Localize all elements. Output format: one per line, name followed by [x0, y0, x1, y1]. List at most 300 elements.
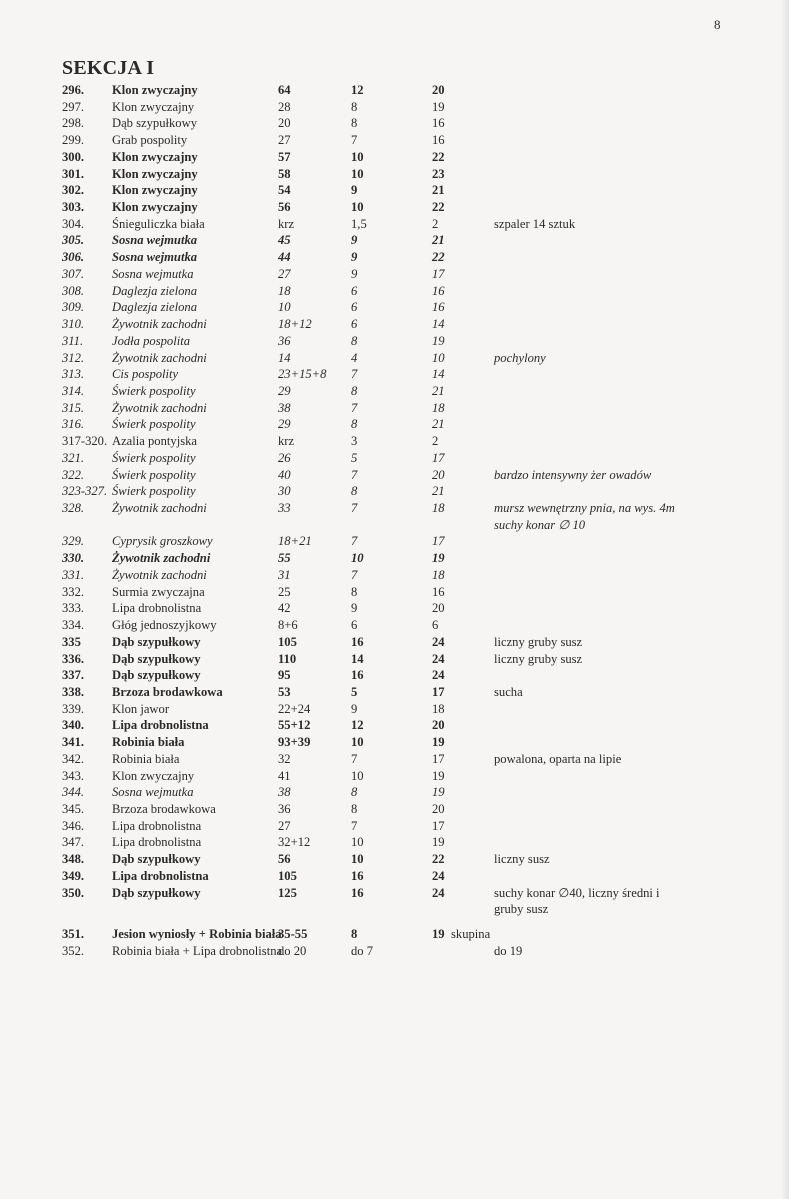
tree-height: 18 — [432, 701, 445, 716]
table-row — [0, 283, 789, 300]
trunk-girth: 14 — [278, 350, 291, 365]
species-name: Dąb szypułkowy — [112, 668, 201, 683]
species-name: Sosna wejmutka — [112, 785, 194, 800]
trunk-girth: 8+6 — [278, 618, 298, 633]
tree-height: 17 — [432, 684, 445, 699]
table-row — [0, 634, 789, 651]
species-name: Sosna wejmutka — [112, 250, 198, 265]
tree-height: 19 — [432, 333, 445, 348]
row-number: 347. — [62, 835, 85, 850]
remarks-line: do 19 — [494, 943, 523, 958]
tree-height: 19 — [432, 735, 445, 750]
species-name: Świerk pospolity — [112, 450, 196, 465]
trunk-girth: krz — [278, 434, 295, 449]
row-number: 301. — [62, 166, 85, 181]
trunk-girth: 20 — [278, 116, 291, 131]
table-row — [0, 943, 789, 960]
tree-height: 19 — [432, 835, 445, 850]
trunk-girth: 27 — [278, 818, 291, 833]
tree-height: 20 — [432, 801, 445, 816]
remarks-line: liczny gruby susz — [494, 651, 583, 666]
tree-height: 17 — [432, 266, 445, 281]
row-number: 352. — [62, 943, 85, 958]
species-name: Dąb szypułkowy — [112, 651, 201, 666]
trunk-girth: 54 — [278, 183, 291, 198]
trunk-girth: 55+12 — [278, 718, 311, 733]
table-row — [0, 99, 789, 116]
species-name: Sosna wejmutka — [112, 233, 198, 248]
remarks: skupina — [451, 927, 491, 942]
crown-width: 10 — [351, 852, 364, 867]
trunk-girth: 31 — [278, 567, 291, 582]
row-number: 337. — [62, 668, 85, 683]
table-row — [0, 851, 789, 868]
tree-height: 24 — [432, 651, 445, 666]
crown-width: 9 — [351, 250, 358, 265]
tree-height: 21 — [432, 383, 445, 398]
row-number: 322. — [62, 467, 85, 482]
row-number: 306. — [62, 250, 85, 265]
crown-width: 7 — [351, 567, 358, 582]
table-row — [0, 500, 789, 534]
species-name: Brzoza brodawkowa — [112, 684, 223, 699]
trunk-girth: 56 — [278, 852, 291, 867]
crown-width: 5 — [351, 450, 358, 465]
species-name: Lipa drobnolistna — [112, 818, 202, 833]
table-row — [0, 400, 789, 417]
crown-width: do 7 — [351, 943, 374, 958]
crown-width: 3 — [351, 434, 358, 449]
trunk-girth: 55 — [278, 551, 291, 566]
trunk-girth: krz — [278, 216, 295, 231]
crown-width: 6 — [351, 618, 358, 633]
species-name: Świerk pospolity — [112, 383, 196, 398]
tree-height: 22 — [432, 149, 445, 164]
row-number: 314. — [62, 383, 85, 398]
row-number: 331. — [62, 567, 85, 582]
table-row — [0, 132, 789, 149]
row-number: 328. — [62, 500, 85, 515]
row-number: 304. — [62, 216, 85, 231]
crown-width: 9 — [351, 601, 358, 616]
species-name: Dąb szypułkowy — [112, 634, 201, 649]
table-row — [0, 450, 789, 467]
table-row — [0, 717, 789, 734]
trunk-girth: 33 — [278, 500, 291, 515]
trunk-girth: 57 — [278, 149, 291, 164]
table-row — [0, 868, 789, 885]
species-name: Lipa drobnolistna — [112, 601, 202, 616]
species-name: Lipa drobnolistna — [112, 868, 209, 883]
table-row — [0, 684, 789, 701]
species-name: Jodła pospolita — [112, 333, 191, 348]
species-name: Jesion wyniosły + Robinia biała — [112, 927, 282, 942]
trunk-girth: 42 — [278, 601, 291, 616]
crown-width: 8 — [351, 417, 358, 432]
species-name: Brzoza brodawkowa — [112, 801, 216, 816]
tree-height: 21 — [432, 484, 445, 499]
row-number: 346. — [62, 818, 85, 833]
table-row — [0, 801, 789, 818]
tree-height: 2 — [432, 216, 439, 231]
table-row — [0, 299, 789, 316]
table-row — [0, 818, 789, 835]
tree-height: 20 — [432, 83, 445, 97]
remarks-line: bardzo intensywny żer owadów — [494, 467, 652, 482]
species-name: Klon zwyczajny — [112, 83, 198, 97]
trunk-girth: 93+39 — [278, 735, 311, 750]
row-number: 349. — [62, 868, 85, 883]
table-row — [0, 483, 789, 500]
row-number: 308. — [62, 283, 85, 298]
tree-height: 16 — [432, 584, 445, 599]
crown-width: 8 — [351, 99, 358, 114]
tree-height: 22 — [432, 852, 445, 867]
tree-height: 17 — [432, 751, 445, 766]
table-row — [0, 617, 789, 634]
section-title: SEKCJA I — [62, 57, 155, 79]
crown-width: 16 — [351, 885, 364, 900]
crown-width: 16 — [351, 634, 364, 649]
trunk-girth: 27 — [278, 133, 291, 148]
row-number: 330. — [62, 551, 85, 566]
species-name: Żywotnik zachodni — [112, 317, 207, 332]
row-number: 298. — [62, 116, 85, 131]
crown-width: 7 — [351, 751, 358, 766]
species-name: Żywotnik zachodni — [112, 500, 207, 515]
crown-width: 7 — [351, 500, 358, 515]
row-number: 300. — [62, 149, 85, 164]
row-number: 341. — [62, 735, 85, 750]
crown-width: 7 — [351, 400, 358, 415]
tree-height: 21 — [432, 183, 445, 198]
row-number: 339. — [62, 701, 85, 716]
species-name: Śnieguliczka biała — [112, 216, 205, 231]
row-number: 315. — [62, 400, 85, 415]
species-name: Azalia pontyjska — [112, 434, 197, 449]
trunk-girth: 29 — [278, 417, 291, 432]
tree-height: 20 — [432, 718, 445, 733]
remarks-line: gruby susz — [494, 902, 549, 917]
trunk-girth: 56 — [278, 200, 291, 215]
table-row — [0, 216, 789, 233]
species-name: Cis pospolity — [112, 367, 179, 382]
row-number: 343. — [62, 768, 85, 783]
trunk-girth: 105 — [278, 868, 297, 883]
trunk-girth: 44 — [278, 250, 291, 265]
species-name: Klon zwyczajny — [112, 149, 198, 164]
species-name: Grab pospolity — [112, 133, 188, 148]
crown-width: 10 — [351, 768, 364, 783]
remarks-line: liczny susz — [494, 852, 550, 867]
table-row — [0, 82, 789, 99]
row-number: 340. — [62, 718, 85, 733]
tree-height: 2 — [432, 434, 439, 449]
trunk-girth: 26 — [278, 450, 291, 465]
crown-width: 10 — [351, 200, 364, 215]
trunk-girth: 18+12 — [278, 317, 312, 332]
tree-height: 22 — [432, 250, 445, 265]
trunk-girth: 25 — [278, 584, 291, 599]
row-number: 336. — [62, 651, 85, 666]
remarks — [494, 943, 522, 960]
trunk-girth: 58 — [278, 166, 291, 181]
table-row — [0, 885, 789, 919]
row-number: 310. — [62, 317, 85, 332]
trunk-girth: 28 — [278, 99, 291, 114]
crown-width: 6 — [351, 283, 358, 298]
row-number: 297. — [62, 99, 85, 114]
trunk-girth: 53 — [278, 684, 291, 699]
row-number: 333. — [62, 601, 85, 616]
row-number: 309. — [62, 300, 85, 315]
trunk-girth: 35-55 — [278, 927, 308, 942]
remarks — [494, 751, 621, 768]
trunk-girth: 36 — [278, 333, 291, 348]
species-name: Sosna wejmutka — [112, 266, 194, 281]
crown-width: 9 — [351, 701, 358, 716]
row-number: 335 — [62, 634, 81, 649]
species-name: Klon jawor — [112, 701, 170, 716]
table-row — [0, 550, 789, 567]
species-name: Daglezja zielona — [112, 283, 198, 298]
tree-height: 18 — [432, 500, 445, 515]
species-name: Dąb szypułkowy — [112, 116, 197, 131]
page-number: 8 — [714, 17, 721, 32]
species-name: Żywotnik zachodni — [112, 551, 211, 566]
species-name: Dąb szypułkowy — [112, 885, 201, 900]
remarks — [494, 634, 582, 651]
row-number: 334. — [62, 618, 85, 633]
crown-width: 7 — [351, 133, 358, 148]
table-row — [0, 533, 789, 550]
remarks-line: mursz wewnętrzny pnia, na wys. 4m — [494, 500, 675, 515]
crown-width: 9 — [351, 183, 358, 198]
row-number: 338. — [62, 684, 85, 699]
table-row — [0, 751, 789, 768]
remarks-line: pochylony — [494, 350, 546, 365]
trunk-girth: 27 — [278, 266, 291, 281]
crown-width: 1,5 — [351, 216, 367, 231]
remarks-line: powalona, oparta na lipie — [494, 751, 622, 766]
trunk-girth: 30 — [278, 484, 291, 499]
tree-height: 18 — [432, 400, 445, 415]
remarks — [494, 350, 546, 367]
row-number: 312. — [62, 350, 85, 365]
trunk-girth: 105 — [278, 634, 297, 649]
row-number: 317-320. — [62, 434, 108, 449]
row-number: 351. — [62, 927, 85, 942]
tree-height: 14 — [432, 367, 445, 382]
crown-width: 8 — [351, 333, 358, 348]
tree-height: 20 — [432, 601, 445, 616]
table-row — [0, 199, 789, 216]
species-name: Klon zwyczajny — [112, 200, 198, 215]
tree-height: 19 — [432, 99, 445, 114]
table-row — [0, 433, 789, 450]
crown-width: 8 — [351, 801, 358, 816]
table-row — [0, 383, 789, 400]
tree-height: 24 — [432, 868, 445, 883]
crown-width: 7 — [351, 467, 358, 482]
row-number: 323-327. — [62, 484, 108, 499]
crown-width: 10 — [351, 735, 364, 750]
table-row — [0, 182, 789, 199]
row-number: 332. — [62, 584, 85, 599]
row-number: 345. — [62, 801, 85, 816]
tree-height: 16 — [432, 133, 445, 148]
trunk-girth: 32 — [278, 751, 291, 766]
crown-width: 8 — [351, 484, 358, 499]
row-number: 321. — [62, 450, 85, 465]
remarks-line: liczny gruby susz — [494, 634, 583, 649]
trunk-girth: 95 — [278, 668, 291, 683]
table-row — [0, 366, 789, 383]
table-row — [0, 667, 789, 684]
species-name: Klon zwyczajny — [112, 768, 195, 783]
tree-height: 23 — [432, 166, 445, 181]
trunk-girth: 125 — [278, 885, 297, 900]
row-number: 329. — [62, 534, 85, 549]
table-row — [0, 333, 789, 350]
species-name: Robinia biała — [112, 735, 185, 750]
species-name: Świerk pospolity — [112, 417, 196, 432]
tree-height: 24 — [432, 634, 445, 649]
remarks — [494, 684, 523, 701]
table-row — [0, 266, 789, 283]
crown-width: 6 — [351, 300, 358, 315]
row-number: 348. — [62, 852, 85, 867]
remarks — [494, 851, 550, 868]
crown-width: 10 — [351, 166, 364, 181]
table-row — [0, 249, 789, 266]
tree-height: 19 — [432, 785, 445, 800]
tree-height: 22 — [432, 200, 445, 215]
table-row — [0, 768, 789, 785]
table-row — [0, 115, 789, 132]
species-name: Świerk pospolity — [112, 484, 196, 499]
remarks-line: suchy konar ∅ 10 — [494, 517, 586, 532]
remarks — [494, 216, 575, 233]
table-row — [0, 416, 789, 433]
trunk-girth: 18 — [278, 283, 291, 298]
row-number: 305. — [62, 233, 85, 248]
trunk-girth: 23+15+8 — [278, 367, 327, 382]
tree-height: 24 — [432, 668, 445, 683]
species-name: Klon zwyczajny — [112, 183, 198, 198]
table-row — [0, 350, 789, 367]
row-number: 342. — [62, 751, 85, 766]
table-row — [0, 467, 789, 484]
crown-width: 10 — [351, 835, 364, 850]
table-row — [0, 316, 789, 333]
tree-height: 20 — [432, 467, 445, 482]
species-name: Surmia zwyczajna — [112, 584, 205, 599]
remarks — [494, 885, 660, 918]
row-number: 313. — [62, 367, 85, 382]
table-row — [0, 600, 789, 617]
row-number: 344. — [62, 785, 85, 800]
crown-width: 12 — [351, 718, 364, 733]
species-name: Cyprysik groszkowy — [112, 534, 213, 549]
crown-width: 8 — [351, 383, 358, 398]
species-name: Głóg jednoszyjkowy — [112, 618, 217, 633]
crown-width: 4 — [351, 350, 358, 365]
crown-width: 9 — [351, 233, 358, 248]
species-name: Lipa drobnolistna — [112, 718, 209, 733]
tree-height: 17 — [432, 450, 445, 465]
table-row — [0, 701, 789, 718]
tree-height: 24 — [432, 885, 445, 900]
crown-width: 16 — [351, 868, 364, 883]
tree-height: 17 — [432, 534, 445, 549]
remarks — [494, 651, 582, 668]
trunk-girth: 32+12 — [278, 835, 311, 850]
trunk-girth: 40 — [278, 467, 291, 482]
table-row — [0, 834, 789, 851]
table-row — [0, 232, 789, 249]
row-number: 303. — [62, 200, 85, 215]
remarks-line: szpaler 14 sztuk — [494, 216, 576, 231]
row-number: 311. — [62, 333, 84, 348]
species-name: Daglezja zielona — [112, 300, 198, 315]
crown-width: 10 — [351, 551, 364, 566]
crown-width: 7 — [351, 367, 358, 382]
trunk-girth: 22+24 — [278, 701, 311, 716]
species-name: Żywotnik zachodni — [112, 567, 207, 582]
row-number: 316. — [62, 417, 85, 432]
tree-height: 16 — [432, 300, 445, 315]
crown-width: 7 — [351, 818, 358, 833]
species-name: Lipa drobnolistna — [112, 835, 202, 850]
table-row — [0, 584, 789, 601]
tree-height: 10 — [432, 350, 445, 365]
table-row — [0, 166, 789, 183]
crown-width: 9 — [351, 266, 358, 281]
remarks-line: suchy konar ∅40, liczny średni i — [494, 885, 660, 900]
table-row — [0, 651, 789, 668]
tree-height: 19 — [432, 927, 445, 942]
trunk-girth: do 20 — [278, 943, 307, 958]
trunk-girth: 36 — [278, 801, 291, 816]
crown-width: 8 — [351, 785, 358, 800]
table-row — [0, 567, 789, 584]
tree-height: 16 — [432, 283, 445, 298]
species-name: Klon zwyczajny — [112, 99, 195, 114]
tree-height: 19 — [432, 768, 445, 783]
crown-width: 7 — [351, 534, 358, 549]
trunk-girth: 38 — [278, 785, 291, 800]
species-name: Żywotnik zachodni — [112, 350, 207, 365]
tree-height: 21 — [432, 417, 445, 432]
table-row — [0, 149, 789, 166]
trunk-girth: 10 — [278, 300, 291, 315]
trunk-girth: 38 — [278, 400, 291, 415]
crown-width: 8 — [351, 927, 358, 942]
remarks — [494, 467, 651, 484]
remarks-line: sucha — [494, 684, 523, 699]
tree-height: 14 — [432, 317, 445, 332]
species-name: Dąb szypułkowy — [112, 852, 201, 867]
tree-height: 21 — [432, 233, 445, 248]
crown-width: 12 — [351, 83, 364, 97]
tree-height: 18 — [432, 567, 445, 582]
tree-height: 6 — [432, 618, 439, 633]
row-number: 296. — [62, 83, 85, 97]
tree-height: 19 — [432, 551, 445, 566]
trunk-girth: 29 — [278, 383, 291, 398]
tree-height: 16 — [432, 116, 445, 131]
